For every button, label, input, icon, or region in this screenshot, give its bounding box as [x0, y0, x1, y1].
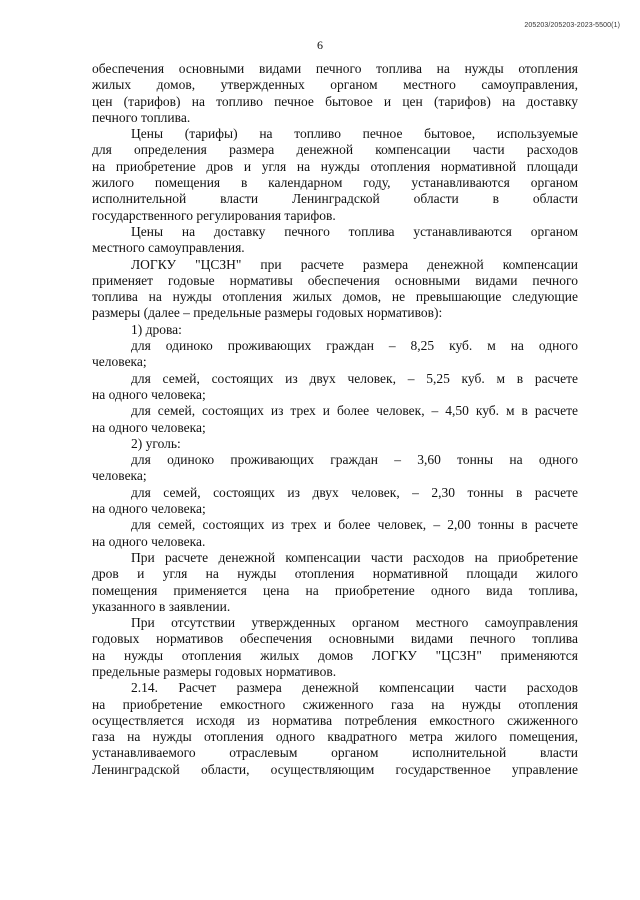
text-line: на приобретение емкостного сжиженного газа на нужды отопления: [92, 696, 578, 712]
text-line: топлива на нужды отопления жилых домов, не превышающие следующие: [92, 289, 578, 305]
text-line: жилого помещения в календарном году, устанавливаются органом: [92, 175, 578, 191]
text-line: человека;: [92, 354, 147, 370]
paragraph: [92, 452, 578, 485]
text-line: размеры (далее – предельные размеры годовых нормативов):: [92, 305, 443, 321]
text-line: на нужды отопления жилых домов ЛОГКУ "ЦСЗН" применяются: [92, 647, 578, 663]
text-line: печного топлива.: [92, 109, 191, 125]
text-line: газа на нужды отопления одного квадратного метра жилого помещения,: [92, 729, 578, 745]
text-line: на одного человека;: [92, 501, 206, 517]
text-line: жилых домов, утвержденных органом местного самоуправления,: [92, 77, 578, 93]
paragraph: [92, 517, 578, 550]
paragraph: [92, 61, 578, 126]
paragraph: [92, 371, 578, 404]
paragraph: [92, 126, 578, 224]
text-line: местного самоуправления.: [92, 240, 245, 256]
text-line: устанавливаемого отраслевым органом исполнительной власти: [92, 745, 578, 761]
paragraph: [92, 485, 578, 518]
paragraph: [92, 550, 578, 615]
text-line: указанного в заявлении.: [92, 598, 231, 614]
text-line: При расчете денежной компенсации части расходов на приобретение: [131, 549, 578, 565]
text-line: применяет годовые нормативы обеспечения основными видами печного: [92, 272, 578, 288]
text-line: 2.14. Расчет размера денежной компенсации части расходов: [131, 680, 578, 696]
text-line: Цены (тарифы) на топливо печное бытовое, используемые: [131, 126, 578, 142]
paragraph: [92, 338, 578, 371]
text-line: для определения размера денежной компенсации части расходов: [92, 142, 578, 158]
text-line: годовых нормативов обеспечения основными видами печного топлива: [92, 631, 578, 647]
paragraph: [92, 403, 578, 436]
text-line: 2) уголь:: [131, 435, 181, 451]
text-line: цен (тарифов) на топливо печное бытовое и цен (тарифов) на доставку: [92, 93, 578, 109]
page-number: 6: [317, 38, 323, 52]
text-line: При отсутствии утвержденных органом местного самоуправления: [131, 615, 578, 631]
text-line: на одного человека.: [92, 533, 206, 549]
text-line: человека;: [92, 468, 147, 484]
text-line: на одного человека;: [92, 419, 206, 435]
paragraph: [92, 615, 578, 680]
paragraph: [92, 436, 578, 452]
text-line: предельные размеры годовых нормативов.: [92, 663, 337, 679]
paragraph: [92, 257, 578, 322]
text-line: помещения применяется цена на приобретение одного вида топлива,: [92, 582, 578, 598]
paragraph: [92, 224, 578, 257]
text-line: на приобретение дров и угля на нужды отопления нормативной площади: [92, 158, 578, 174]
text-line: для одиноко проживающих граждан – 8,25 куб. м на одного: [131, 338, 578, 354]
text-line: для семей, состоящих из двух человек, – 5,25 куб. м в расчете: [131, 370, 578, 386]
text-line: для семей, состоящих из двух человек, – 2,30 тонны в расчете: [131, 484, 578, 500]
paragraph: [92, 680, 578, 778]
document-id: 205203/205203-2023-5500(1): [524, 22, 620, 29]
text-line: дров и угля на нужды отопления нормативной площади жилого: [92, 566, 578, 582]
text-line: Ленинградской области, осуществляющим государственное управление: [92, 761, 578, 777]
text-line: ЛОГКУ "ЦСЗН" при расчете размера денежной компенсации: [131, 256, 578, 272]
text-line: для одиноко проживающих граждан – 3,60 тонны на одного: [131, 452, 578, 468]
text-line: Цены на доставку печного топлива устанавливаются органом: [131, 223, 578, 239]
text-line: осуществляется исходя из норматива потребления емкостного сжиженного: [92, 712, 578, 728]
text-line: для семей, состоящих из трех и более человек, – 2,00 тонны в расчете: [131, 517, 578, 533]
text-line: обеспечения основными видами печного топлива на нужды отопления: [92, 61, 578, 76]
text-line: 1) дрова:: [131, 321, 182, 337]
text-line: для семей, состоящих из трех и более человек, – 4,50 куб. м в расчете: [131, 403, 578, 419]
document-body: [92, 61, 578, 778]
text-line: исполнительной власти Ленинградской области в области: [92, 191, 578, 207]
text-line: на одного человека;: [92, 386, 206, 402]
paragraph: [92, 322, 578, 338]
text-line: государственного регулирования тарифов.: [92, 207, 336, 223]
